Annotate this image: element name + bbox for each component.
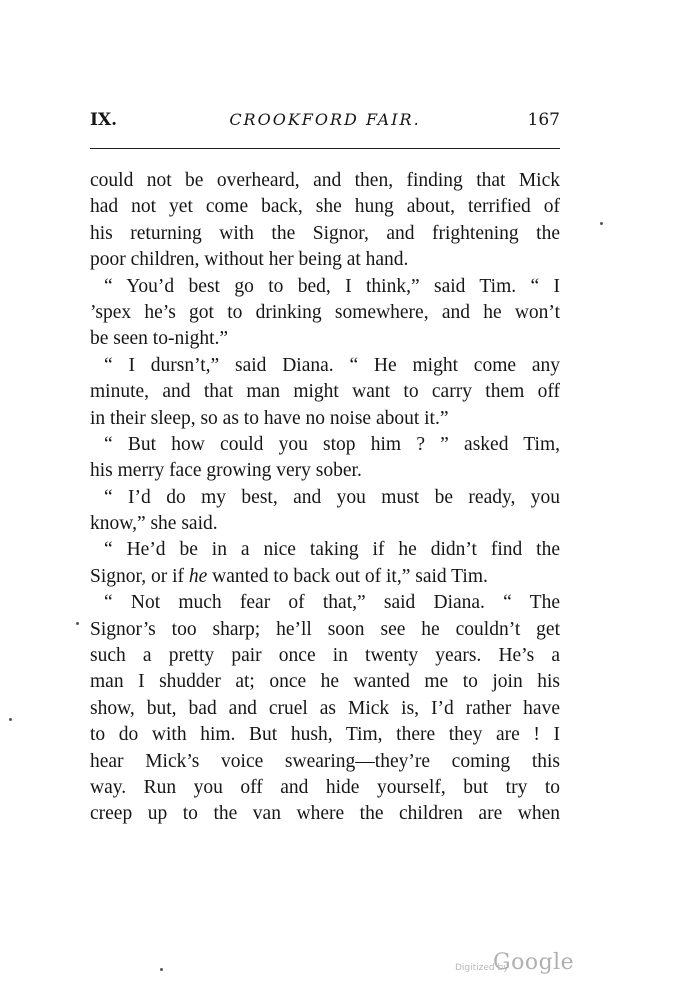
body-text [90, 168, 560, 828]
text-line: such a pretty pair once in twenty years. He’s a [90, 645, 560, 667]
text-line: be seen to-night.” [90, 328, 229, 350]
text-line: could not be overheard, and then, finding that Mick [90, 170, 560, 191]
digitized-label: Digitized by [455, 963, 509, 973]
text-line: show, but, bad and cruel as Mick is, I’d rather have [90, 697, 560, 719]
text-line: “ I’d do my best, and you must be ready, you [104, 486, 560, 508]
text-line: man I shudder at; once he wanted me to join his [90, 671, 560, 693]
running-head [90, 110, 560, 134]
page-number: 167 [527, 110, 560, 130]
text-line: minute, and that man might want to carry them off [90, 381, 560, 403]
text-line: poor children, without her being at hand. [90, 249, 409, 271]
text-line: his returning with the Signor, and frightening the [90, 222, 560, 244]
scan-speck [160, 968, 163, 971]
text-line: his merry face growing very sober. [90, 460, 362, 482]
text-line: know,” she said. [90, 513, 218, 535]
text-line: Signor, or if he wanted to back out of it,” said Tim. [90, 565, 488, 587]
text-line: way. Run you off and hide yourself, but try to [90, 776, 560, 798]
text-line: “ You’d best go to bed, I think,” said Tim. “ I [104, 275, 560, 297]
text-line: ’spex he’s got to drinking somewhere, and he won’t [90, 301, 560, 323]
text-line: “ I dursn’t,” said Diana. “ He might come any [104, 354, 560, 376]
chapter-title: CROOKFORD FAIR. [229, 110, 421, 129]
text-line: creep up to the van where the children are when [90, 803, 560, 825]
scan-speck [600, 222, 603, 225]
emphasis: he [188, 565, 208, 587]
scan-speck [76, 622, 79, 625]
text-line: in their sleep, so as to have no noise about it.” [90, 407, 449, 429]
text-line: “ He’d be in a nice taking if he didn’t find the [104, 539, 560, 561]
text-line: hear Mick’s voice swearing—they’re coming this [90, 750, 560, 772]
text-line: “ Not much fear of that,” said Diana. “ The [104, 592, 560, 614]
text-line: had not yet come back, she hung about, terrified of [90, 196, 560, 218]
digitized-by-google-watermark [455, 950, 585, 980]
text-line: to do with him. But hush, Tim, there they are ! I [90, 724, 560, 746]
chapter-number: IX. [90, 110, 118, 130]
text-line: Signor’s too sharp; he’ll soon see he couldn’t get [90, 618, 560, 640]
header-rule [90, 148, 560, 149]
text-line: “ But how could you stop him ? ” asked Tim, [104, 433, 560, 455]
scan-speck [9, 718, 12, 721]
google-logo: Google [493, 950, 575, 975]
